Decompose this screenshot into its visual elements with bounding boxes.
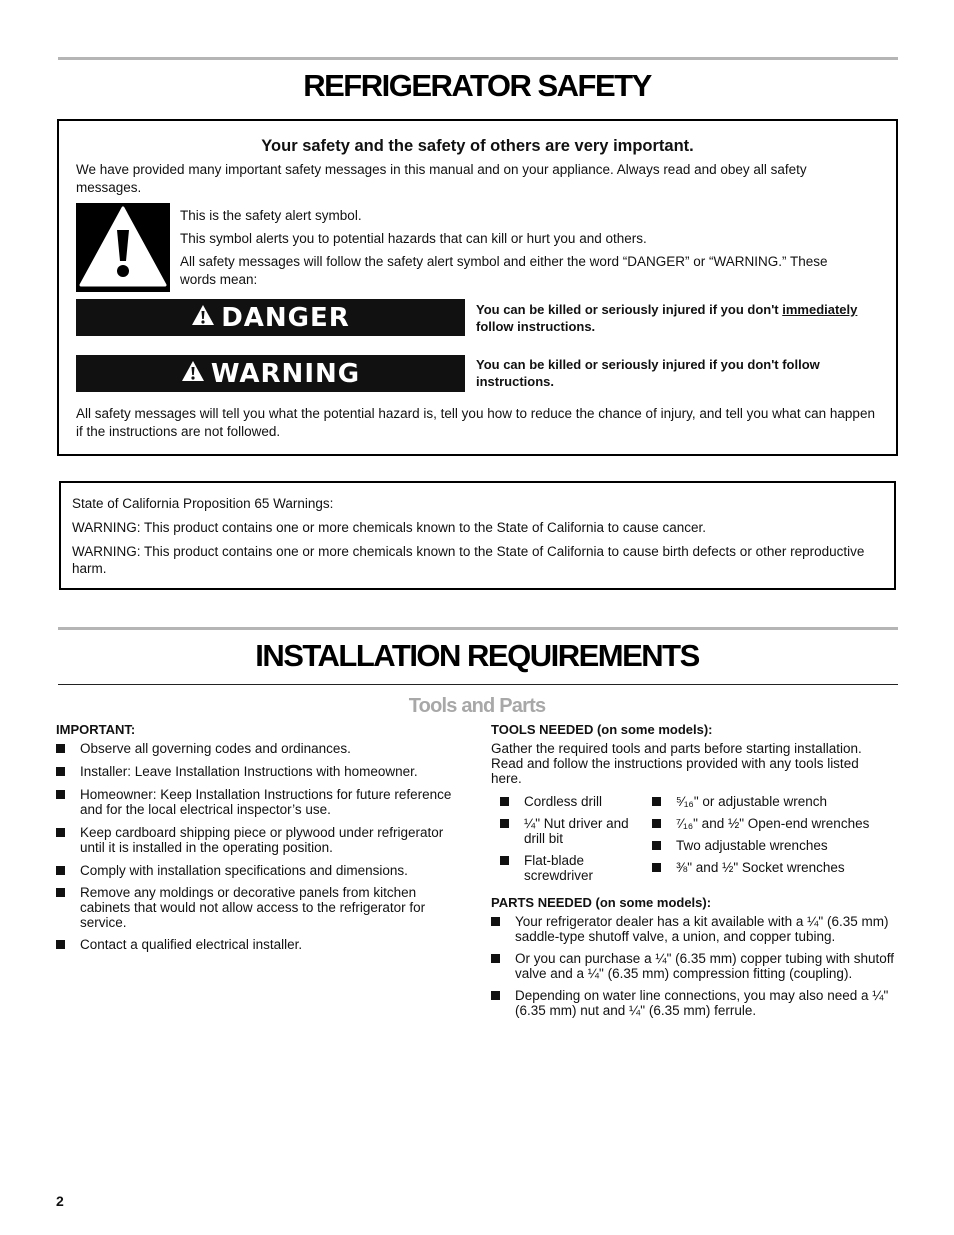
title-underline [58,684,898,685]
list-item: ⁷⁄₁₆" and ½" Open-end wrenches [652,816,892,831]
list-item: Remove any moldings or decorative panels from kitchen cabinets that would not allow access to the refrigerator for service. [56,885,466,930]
list-item: Two adjustable wrenches [652,838,892,853]
prop65-title: State of California Proposition 65 Warnings: [72,496,334,511]
safety-intro: We have provided many important safety messages in this manual and on your appliance. Always read and obey all safety messages. [76,162,807,195]
list-item: Flat-blade screwdriver [500,853,640,883]
warning-label [76,355,465,392]
danger-word: DANGER [221,302,350,333]
tools-list-left [500,794,640,883]
safety-heading: Your safety and the safety of others are very important. [261,137,694,155]
parts-label: PARTS NEEDED (on some models): [491,895,712,910]
list-item: Comply with installation specifications and dimensions. [56,863,466,878]
list-item: ⁵⁄₁₆" or adjustable wrench [652,794,892,809]
safety-title: REFRIGERATOR SAFETY [303,68,651,103]
list-item: Or you can purchase a ¼" (6.35 mm) copper tubing with shutoff valve and a ¼" (6.35 mm) compression fitting (coupling). [491,951,897,981]
danger-label [76,299,465,336]
list-item: ⅜" and ½" Socket wrenches [652,860,892,875]
danger-text-emphasis: immediately [782,302,858,317]
parts-list [491,914,897,1018]
top-divider [58,57,898,60]
prop65-box [59,481,896,590]
alert-triangle-icon [191,303,215,333]
list-item: Homeowner: Keep Installation Instructions for future reference and for the local electrical inspector’s use. [56,787,466,817]
warning-word: WARNING [210,358,361,389]
danger-text-part: You can be killed or seriously injured if you don't [476,302,783,317]
alert-explanation [180,207,860,294]
list-item: Installer: Leave Installation Instructions with homeowner. [56,764,466,779]
tools-intro: Gather the required tools and parts before starting installation. Read and follow the instructions provided with any tools listed here. [491,741,862,786]
list-item: Observe all governing codes and ordinances. [56,741,466,756]
alert-line: This symbol alerts you to potential hazards that can kill or hurt you and others. [180,231,647,246]
prop65-warning: WARNING: This product contains one or more chemicals known to the State of California to cause cancer. [72,520,707,535]
list-item: Your refrigerator dealer has a kit available with a ¼" (6.35 mm) saddle-type shutoff valve, a union, and copper tubing. [491,914,897,944]
safety-outro: All safety messages will tell you what the potential hazard is, tell you how to reduce the chance of injury, and tell you what can happen if the instructions are not followed. [76,406,875,439]
list-item: Contact a qualified electrical installer. [56,937,466,952]
safety-box [57,119,898,456]
important-list [56,741,466,952]
danger-text-part: follow instructions. [476,319,596,334]
danger-text [476,301,891,335]
important-label: IMPORTANT: [56,722,136,737]
list-item: Depending on water line connections, you may also need a ¼" (6.35 mm) nut and ¼" (6.35 mm) ferrule. [491,988,897,1018]
install-title: INSTALLATION REQUIREMENTS [255,638,699,673]
alert-triangle-icon [181,359,205,389]
alert-line: This is the safety alert symbol. [180,208,362,223]
alert-line: All safety messages will follow the safety alert symbol and either the word “DANGER” or “WARNING.” These words mean: [180,254,828,287]
tools-parts-subtitle: Tools and Parts [408,695,546,717]
list-item: Keep cardboard shipping piece or plywood under refrigerator until it is installed in the operating position. [56,825,466,855]
tools-list-right [652,794,892,875]
section-divider [58,627,898,630]
page-number: 2 [56,1193,64,1209]
tools-label: TOOLS NEEDED (on some models): [491,722,713,737]
list-item: ¼" Nut driver and drill bit [500,816,640,846]
prop65-warning: WARNING: This product contains one or more chemicals known to the State of California to cause birth defects or other reproductive harm. [72,544,865,576]
safety-alert-icon [76,203,170,292]
list-item: Cordless drill [500,794,640,809]
warning-text: You can be killed or seriously injured if you don't follow instructions. [476,357,820,389]
